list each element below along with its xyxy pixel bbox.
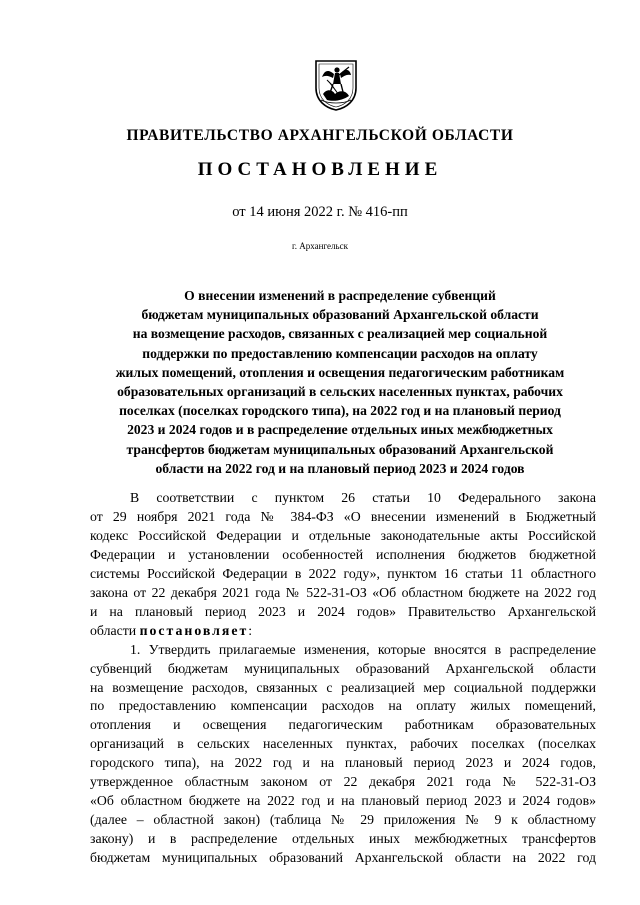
document-type: ПОСТАНОВЛЕНИЕ [197,159,443,180]
document-date-number: от 14 июня 2022 г. № 416-пп [232,204,408,220]
title-line: на возмещение расходов, связанных с реализацией мер социальной [132,326,548,342]
body-line: (далее – областной закон) (таблица № 29 приложения № 9 к областному [90,812,596,828]
title-line: поселках (поселках городского типа), на 2022 год и на плановый период [119,403,561,419]
title-line: образовательных организаций в сельских населенных пунктах, рабочих [117,384,563,400]
body-line: на возмещение расходов, связанных с реализацией мер социальной поддержки [90,679,596,695]
body-line: отопления и освещения педагогическим работникам образовательных [90,717,596,733]
body-line: организаций в сельских населенных пунктах, рабочих поселках (поселках [90,736,596,752]
body-line: кодекс Российской Федерации и отдельные законодательные акты Российской [90,527,596,543]
body-line: закону) и в распределение отдельных иных межбюджетных трансфертов [90,831,596,847]
title-line: жилых помещений, отопления и освещения педагогическим работникам [115,364,565,380]
document-city: г. Архангельск [292,241,348,251]
body-line: закона от 22 декабря 2021 года № 522-31-ОЗ «Об областном бюджете на 2022 год [90,584,596,600]
title-line: бюджетам муниципальных образований Архангельской области [141,307,539,323]
body-line: от 29 ноября 2021 года № 384-ФЗ «О внесении изменений в Бюджетный [90,508,596,524]
document-title [70,286,610,478]
title-line: О внесении изменений в распределение субвенций [184,288,496,303]
decree-word: постановляет [139,622,249,638]
organization-name: ПРАВИТЕЛЬСТВО АРХАНГЕЛЬСКОЙ ОБЛАСТИ [126,127,514,144]
preamble-tail: области [90,622,137,638]
document-body [90,489,596,868]
title-line: 2023 и 2024 годов и в распределение отдельных иных межбюджетных [127,422,553,438]
body-line: «Об областном бюджете на 2022 год и на плановый период 2023 и 2024 годов» [90,793,596,809]
body-line: по предоставлению компенсации расходов на оплату жилых помещений, [90,698,596,714]
decree-line [90,622,596,641]
title-line: трансфертов бюджетам муниципальных образований Архангельской [126,441,554,457]
decree-colon: : [248,622,253,638]
body-line: Федерации и установлении особенностей исполнения бюджетов бюджетной [90,546,596,562]
body-line: бюджетам муниципальных образований Архангельской области на 2022 год [90,850,596,866]
body-line: 1. Утвердить прилагаемые изменения, которые вносятся в распределение [130,641,596,657]
body-line: системы Российской Федерации в 2022 году», пунктом 16 статьи 11 областного [90,565,596,581]
body-line: городского типа), на 2022 год и на плановый период 2023 и 2024 годов, [90,755,596,771]
title-line: поддержки по предоставлению компенсации расходов на оплату [142,345,538,361]
title-line: области на 2022 год и на плановый период 2023 и 2024 годов [155,460,525,476]
coat-of-arms-icon [313,58,359,112]
body-line: утвержденное областным законом от 22 декабря 2021 года № 522-31-ОЗ [90,774,596,790]
body-line: В соответствии с пунктом 26 статьи 10 Федерального закона [130,490,596,505]
body-line: субвенций бюджетам муниципальных образований Архангельской области [90,660,596,676]
body-line: и на плановый период 2023 и 2024 годов» Правительство Архангельской [90,603,596,619]
